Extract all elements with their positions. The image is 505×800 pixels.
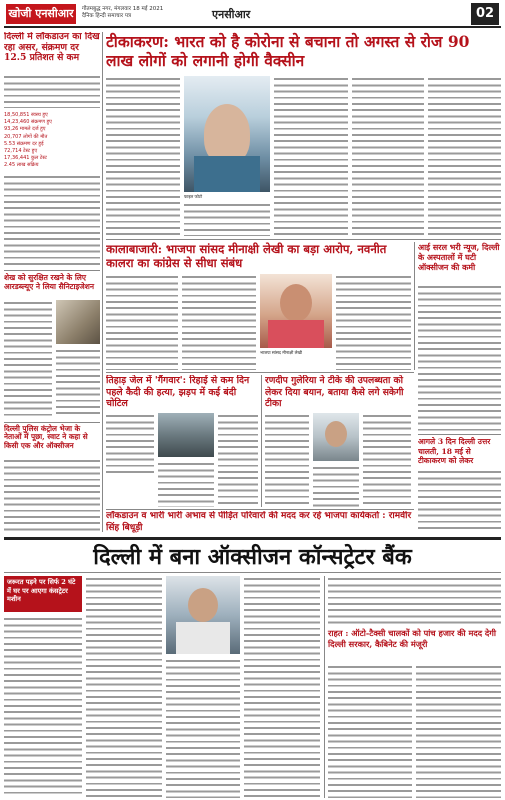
left-headline: दिल्ली में लॉकडाउन का दिख रहा असर, संक्रमण दर 12.5 प्रतिशत से कम xyxy=(4,32,100,64)
stat-item: 93,26 मामले दर्ज हुए xyxy=(4,126,46,133)
left-body-text-5 xyxy=(4,458,100,532)
guleria-story xyxy=(265,375,411,507)
kalabazari-body-3 xyxy=(336,274,411,370)
bottom-body-1 xyxy=(4,616,82,798)
dateline-date: गौतमबुद्ध नगर, मंगलवार 18 मई 2021 xyxy=(82,6,164,12)
kalabazari-body-1 xyxy=(106,274,178,370)
tihar-photo xyxy=(158,413,214,457)
left-body-text xyxy=(4,74,100,108)
section-title: एनसीआर xyxy=(212,8,251,21)
masthead xyxy=(4,3,501,28)
stat-item: 17,36,441 कुल टेस्ट xyxy=(4,155,47,162)
saree-shape xyxy=(268,320,324,348)
stat-item: 14,23,460 संक्रमण हुए xyxy=(4,119,52,126)
left-stats-list xyxy=(4,112,100,170)
bottom-sub-left: जरूरत पड़ने पर सिर्फ 2 घंटे में घर पर आएगा कंसट्रेटर मशीन xyxy=(7,578,76,603)
tihar-body-2 xyxy=(158,461,214,507)
person-figure xyxy=(204,104,250,164)
main-body-under-photo xyxy=(184,202,270,236)
vaccine-photo xyxy=(184,76,270,192)
main-headline: टीकाकरण: भारत को है कोरोना से बचाना तो अगस्त से रोज 90 लाख लोगों को लगानी होगी वैक्सीन xyxy=(106,32,470,70)
stat-item: 18,50,851 स्वस्थ हुए xyxy=(4,112,48,118)
right-bottom-body xyxy=(418,469,501,532)
main-body-col-5 xyxy=(428,76,501,236)
right-bottom-headline: आगले 3 दिन दिल्ली उत्तर चालती, 18 मई से टीकाकरण को लेकर xyxy=(418,437,491,465)
bottom-sub-right: राहत : ऑटो-टैक्सी चालकों को पांच हजार की मदद देगी दिल्ली सरकार, कैबिनेट की मंजूरी xyxy=(328,628,497,649)
face-shape xyxy=(280,284,312,322)
face-shape xyxy=(325,421,347,447)
dateline xyxy=(82,6,163,20)
kalabazari-body-2 xyxy=(182,274,256,370)
bottom-body-3 xyxy=(166,658,240,798)
main-body-col-3 xyxy=(274,76,348,236)
column-divider xyxy=(324,576,325,798)
guleria-body-3 xyxy=(363,413,411,507)
bottom-body-7 xyxy=(416,664,501,798)
bidhuri-story xyxy=(106,511,414,535)
left-body-text-4 xyxy=(56,348,100,418)
divider xyxy=(106,372,414,373)
stat-item: 5.53 संक्रमण दर हुई xyxy=(4,140,44,147)
page-number: 02 xyxy=(471,3,499,25)
column-divider xyxy=(261,375,262,507)
bottom-body-4 xyxy=(244,576,320,798)
main-photo-caption: फाइल फोटो xyxy=(184,194,203,199)
main-story xyxy=(106,32,501,237)
kejriwal-photo xyxy=(166,576,240,654)
bottom-body-5 xyxy=(328,576,501,624)
stat-item: 20,707 लोगों की मौत xyxy=(4,133,48,140)
main-body-col-1 xyxy=(106,76,180,236)
kalabazari-headline: कालाबाजारी: भाजपा सांसद मीनाक्षी लेखी का बड़ा आरोप, नवनीत कालरा का कांग्रेस से सीधा संबंध xyxy=(106,242,387,270)
left-body-text-3 xyxy=(4,300,52,418)
tihar-headline: तिहाड़ जेल में 'गैंगवार': रिहाई से कम दिन पहले कैदी की हत्या, झड़प में कई बंदी चोटिल xyxy=(106,375,250,409)
divider xyxy=(106,239,501,240)
main-body-col-4 xyxy=(352,76,424,236)
tihar-story xyxy=(106,375,258,507)
mp-photo xyxy=(260,274,332,348)
shirt-shape xyxy=(176,622,230,654)
guleria-photo xyxy=(313,413,359,461)
right-bottom-story xyxy=(418,437,501,532)
stat-item: 72,714 टेस्ट हुए xyxy=(4,148,38,155)
face-shape xyxy=(188,588,218,622)
tihar-body-1 xyxy=(106,413,154,477)
column-divider xyxy=(414,242,415,370)
left-body-text-2 xyxy=(4,174,100,266)
left-photo xyxy=(56,300,100,344)
bottom-headline-bar xyxy=(4,537,501,573)
person-shirt xyxy=(194,156,260,192)
mp-photo-caption: भाजपा सांसद मीनाक्षी लेखी xyxy=(260,350,302,355)
kalabazari-story xyxy=(106,242,411,370)
right-top-body xyxy=(418,284,501,432)
brand-logo: खोजी एनसीआर xyxy=(6,4,76,24)
left-column xyxy=(4,32,100,532)
divider xyxy=(4,422,100,423)
guleria-body-2 xyxy=(313,465,359,507)
tihar-body-3 xyxy=(218,413,258,507)
bidhuri-headline: लॉकडाउन व भारी भारी अभाव से पीड़ित परिवारों की मदद कर रहे भाजपा कार्यकर्ता : रामवीर सिंह बिधूड़ी xyxy=(106,511,412,533)
left-headline-3: दिल्ली पुलिस कंट्रोल भेजा के नेताओं में पूछा, स्वाट ने कहा से किसी एक और ऑक्सीजन xyxy=(4,424,88,450)
right-top-story xyxy=(418,242,501,432)
divider xyxy=(4,270,100,271)
dateline-tag: दैनिक हिन्दी समाचार पत्र xyxy=(82,13,132,19)
column-divider xyxy=(102,32,103,532)
guleria-headline: रणदीप गुलेरिया ने टीके की उपलब्धता को लेकर दिया बयान, बताया कैसे लगे सकेगी टीका xyxy=(265,375,404,409)
divider xyxy=(106,509,414,510)
bottom-headline: दिल्ली में बना ऑक्सीजन कॉन्सट्रेटर बैंक xyxy=(93,544,412,570)
divider xyxy=(418,434,501,435)
right-top-headline: आई सरल भरी न्यूज, दिल्ली के अस्पतालों में घटी ऑक्सीजन की कमी xyxy=(418,242,500,272)
left-headline-2: शेख को सुरक्षित रखने के लिए आरडब्ल्यूए ने लिया सैनिटाइजेशन xyxy=(4,273,94,291)
bottom-body-6 xyxy=(328,664,412,798)
stat-item: 2.45 लाख सक्रिय xyxy=(4,162,39,169)
guleria-body-1 xyxy=(265,413,309,507)
bottom-story xyxy=(4,576,501,798)
bottom-sub-box xyxy=(4,576,82,612)
bottom-body-2 xyxy=(86,576,162,798)
